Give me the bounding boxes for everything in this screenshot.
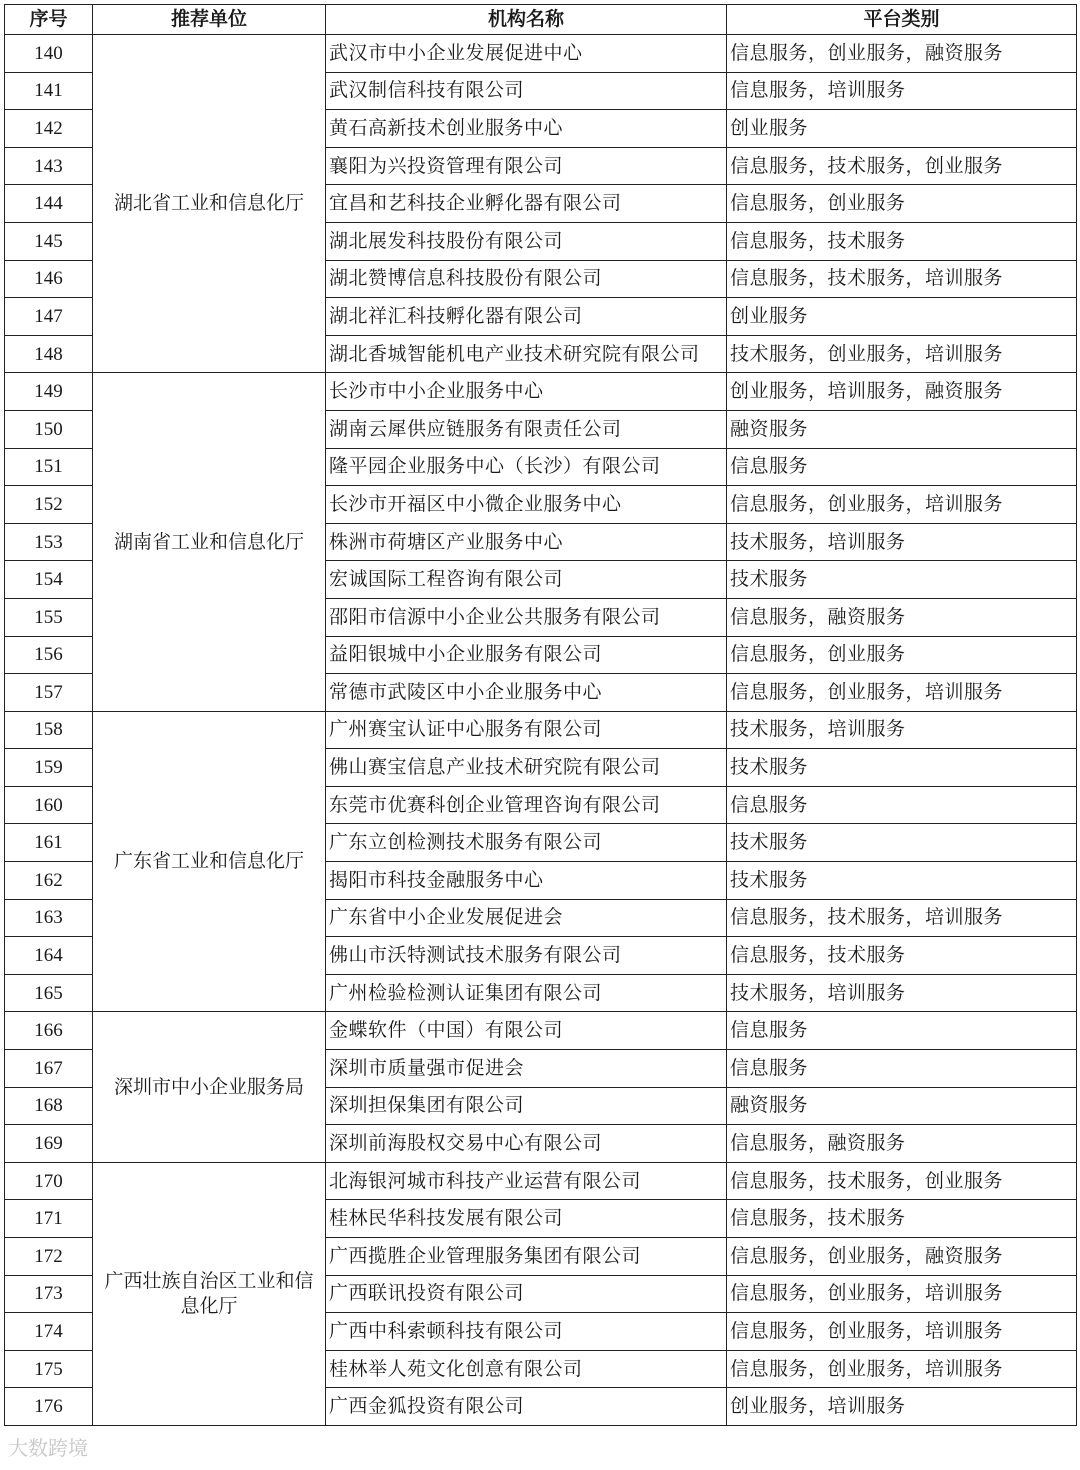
platform-category-cell: 创业服务: [727, 298, 1077, 336]
organization-name-cell: 广州检验检测认证集团有限公司: [326, 974, 727, 1012]
serial-number-cell: 174: [5, 1313, 93, 1351]
organization-name-cell: 宜昌和艺科技企业孵化器有限公司: [326, 185, 727, 223]
header-serial-number: 序号: [5, 5, 93, 35]
platform-category-cell: 信息服务，技术服务，创业服务: [727, 147, 1077, 185]
table-row: [5, 711, 1077, 749]
organization-name-cell: 益阳银城中小企业服务有限公司: [326, 636, 727, 674]
organization-name-cell: 株洲市荷塘区产业服务中心: [326, 523, 727, 561]
serial-number-cell: 162: [5, 862, 93, 900]
serial-number-cell: 140: [5, 35, 93, 73]
platform-category-cell: 信息服务，融资服务: [727, 598, 1077, 636]
platform-category-cell: 技术服务，创业服务，培训服务: [727, 335, 1077, 373]
serial-number-cell: 149: [5, 373, 93, 411]
table-row: [5, 35, 1077, 73]
organization-name-cell: 佛山市沃特测试技术服务有限公司: [326, 937, 727, 975]
platform-category-cell: 技术服务: [727, 749, 1077, 787]
platform-category-cell: 信息服务，创业服务，培训服务: [727, 486, 1077, 524]
organization-name-cell: 湖北香城智能机电产业技术研究院有限公司: [326, 335, 727, 373]
platform-category-cell: 信息服务: [727, 786, 1077, 824]
platform-category-cell: 信息服务，技术服务: [727, 937, 1077, 975]
header-organization-name: 机构名称: [326, 5, 727, 35]
serial-number-cell: 145: [5, 222, 93, 260]
serial-number-cell: 142: [5, 110, 93, 148]
platform-category-cell: 信息服务，技术服务，培训服务: [727, 899, 1077, 937]
organization-name-cell: 广东立创检测技术服务有限公司: [326, 824, 727, 862]
organization-name-cell: 湖北展发科技股份有限公司: [326, 222, 727, 260]
organization-name-cell: 武汉市中小企业发展促进中心: [326, 35, 727, 73]
organization-name-cell: 深圳前海股权交易中心有限公司: [326, 1125, 727, 1163]
serial-number-cell: 165: [5, 974, 93, 1012]
organization-name-cell: 广西中科索顿科技有限公司: [326, 1313, 727, 1351]
organization-name-cell: 广州赛宝认证中心服务有限公司: [326, 711, 727, 749]
serial-number-cell: 169: [5, 1125, 93, 1163]
serial-number-cell: 175: [5, 1350, 93, 1388]
serial-number-cell: 148: [5, 335, 93, 373]
organization-name-cell: 广西揽胜企业管理服务集团有限公司: [326, 1238, 727, 1276]
serial-number-cell: 141: [5, 72, 93, 110]
serial-number-cell: 150: [5, 410, 93, 448]
serial-number-cell: 160: [5, 786, 93, 824]
serial-number-cell: 168: [5, 1087, 93, 1125]
organization-name-cell: 佛山赛宝信息产业技术研究院有限公司: [326, 749, 727, 787]
organization-name-cell: 揭阳市科技金融服务中心: [326, 862, 727, 900]
platform-category-cell: 技术服务: [727, 824, 1077, 862]
platform-category-cell: 创业服务: [727, 110, 1077, 148]
serial-number-cell: 163: [5, 899, 93, 937]
organization-name-cell: 长沙市开福区中小微企业服务中心: [326, 486, 727, 524]
organization-name-cell: 长沙市中小企业服务中心: [326, 373, 727, 411]
serial-number-cell: 167: [5, 1050, 93, 1088]
organization-name-cell: 黄石高新技术创业服务中心: [326, 110, 727, 148]
table-row: [5, 1012, 1077, 1050]
organization-name-cell: 湖北祥汇科技孵化器有限公司: [326, 298, 727, 336]
platform-category-cell: 信息服务，创业服务，培训服务: [727, 1350, 1077, 1388]
serial-number-cell: 153: [5, 523, 93, 561]
platform-category-cell: 信息服务，创业服务，培训服务: [727, 1275, 1077, 1313]
header-row: [5, 5, 1077, 35]
platform-category-cell: 技术服务，培训服务: [727, 523, 1077, 561]
platform-category-cell: 信息服务: [727, 1050, 1077, 1088]
organization-name-cell: 广西联讯投资有限公司: [326, 1275, 727, 1313]
platform-category-cell: 信息服务，培训服务: [727, 72, 1077, 110]
organization-name-cell: 北海银河城市科技产业运营有限公司: [326, 1162, 727, 1200]
serial-number-cell: 158: [5, 711, 93, 749]
organization-name-cell: 东莞市优赛科创企业管理咨询有限公司: [326, 786, 727, 824]
organization-name-cell: 邵阳市信源中小企业公共服务有限公司: [326, 598, 727, 636]
organization-name-cell: 桂林举人苑文化创意有限公司: [326, 1350, 727, 1388]
organization-name-cell: 广西金狐投资有限公司: [326, 1388, 727, 1426]
organization-name-cell: 广东省中小企业发展促进会: [326, 899, 727, 937]
platform-category-cell: 信息服务: [727, 1012, 1077, 1050]
serial-number-cell: 152: [5, 486, 93, 524]
table-body: [5, 35, 1077, 1426]
platform-category-cell: 信息服务，技术服务，培训服务: [727, 260, 1077, 298]
platform-category-cell: 信息服务，技术服务: [727, 1200, 1077, 1238]
platform-category-cell: 信息服务，创业服务: [727, 185, 1077, 223]
serial-number-cell: 144: [5, 185, 93, 223]
header-platform-category: 平台类别: [727, 5, 1077, 35]
platform-category-cell: 信息服务: [727, 448, 1077, 486]
organization-name-cell: 宏诚国际工程咨询有限公司: [326, 561, 727, 599]
organization-name-cell: 深圳担保集团有限公司: [326, 1087, 727, 1125]
serial-number-cell: 161: [5, 824, 93, 862]
platform-category-cell: 信息服务，技术服务，创业服务: [727, 1162, 1077, 1200]
serial-number-cell: 146: [5, 260, 93, 298]
recommending-unit-cell: 广东省工业和信息化厅: [93, 711, 326, 1012]
platform-category-cell: 技术服务，培训服务: [727, 974, 1077, 1012]
platform-category-cell: 信息服务，融资服务: [727, 1125, 1077, 1163]
serial-number-cell: 154: [5, 561, 93, 599]
organization-name-cell: 湖北赞博信息科技股份有限公司: [326, 260, 727, 298]
organization-name-cell: 襄阳为兴投资管理有限公司: [326, 147, 727, 185]
serial-number-cell: 156: [5, 636, 93, 674]
serial-number-cell: 151: [5, 448, 93, 486]
organization-name-cell: 隆平园企业服务中心（长沙）有限公司: [326, 448, 727, 486]
platform-category-cell: 技术服务: [727, 862, 1077, 900]
serial-number-cell: 170: [5, 1162, 93, 1200]
table-row: [5, 1162, 1077, 1200]
watermark: 大数跨境: [8, 1436, 88, 1460]
organization-name-cell: 深圳市质量强市促进会: [326, 1050, 727, 1088]
platform-category-cell: 创业服务，培训服务: [727, 1388, 1077, 1426]
serial-number-cell: 173: [5, 1275, 93, 1313]
serial-number-cell: 166: [5, 1012, 93, 1050]
recommending-unit-cell: 广西壮族自治区工业和信息化厅: [93, 1162, 326, 1425]
serial-number-cell: 155: [5, 598, 93, 636]
platform-category-cell: 信息服务，创业服务，培训服务: [727, 674, 1077, 712]
recommending-unit-cell: 深圳市中小企业服务局: [93, 1012, 326, 1162]
platform-category-cell: 信息服务，创业服务，融资服务: [727, 35, 1077, 73]
organization-name-cell: 金蝶软件（中国）有限公司: [326, 1012, 727, 1050]
serial-number-cell: 176: [5, 1388, 93, 1426]
platform-category-cell: 信息服务，技术服务: [727, 222, 1077, 260]
organization-name-cell: 湖南云犀供应链服务有限责任公司: [326, 410, 727, 448]
platform-category-cell: 技术服务: [727, 561, 1077, 599]
platform-category-cell: 信息服务，创业服务: [727, 636, 1077, 674]
serial-number-cell: 172: [5, 1238, 93, 1276]
serial-number-cell: 171: [5, 1200, 93, 1238]
organization-table: [4, 4, 1077, 1426]
organization-name-cell: 武汉制信科技有限公司: [326, 72, 727, 110]
platform-category-cell: 融资服务: [727, 410, 1077, 448]
serial-number-cell: 159: [5, 749, 93, 787]
platform-category-cell: 信息服务，创业服务，培训服务: [727, 1313, 1077, 1351]
platform-category-cell: 融资服务: [727, 1087, 1077, 1125]
organization-name-cell: 桂林民华科技发展有限公司: [326, 1200, 727, 1238]
recommending-unit-cell: 湖南省工业和信息化厅: [93, 373, 326, 711]
recommending-unit-cell: 湖北省工业和信息化厅: [93, 35, 326, 373]
table-row: [5, 373, 1077, 411]
table-header: [5, 5, 1077, 35]
platform-category-cell: 技术服务，培训服务: [727, 711, 1077, 749]
platform-category-cell: 创业服务，培训服务，融资服务: [727, 373, 1077, 411]
serial-number-cell: 143: [5, 147, 93, 185]
serial-number-cell: 164: [5, 937, 93, 975]
organization-name-cell: 常德市武陵区中小企业服务中心: [326, 674, 727, 712]
serial-number-cell: 157: [5, 674, 93, 712]
header-recommending-unit: 推荐单位: [93, 5, 326, 35]
serial-number-cell: 147: [5, 298, 93, 336]
platform-category-cell: 信息服务，创业服务，融资服务: [727, 1238, 1077, 1276]
